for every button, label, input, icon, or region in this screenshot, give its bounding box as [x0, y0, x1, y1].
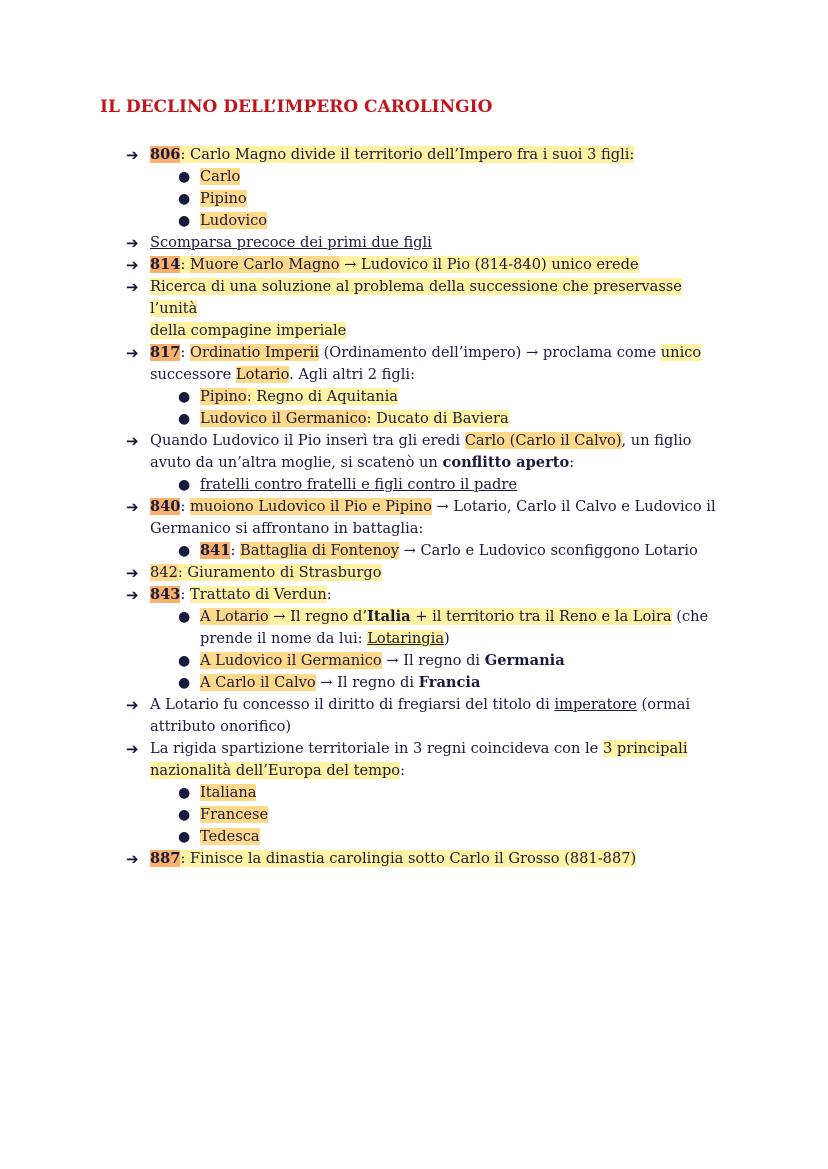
- item-text: . Agli altri 2 figli:: [289, 366, 416, 383]
- item-text: della compagine imperiale: [150, 322, 347, 339]
- list-item: [126, 562, 726, 584]
- dot-icon: ●: [178, 213, 191, 229]
- list-item: [126, 606, 726, 650]
- list-item: [126, 496, 726, 540]
- item-text: Trattato di Verdun: [190, 586, 327, 603]
- arrow-right-icon: ➔: [126, 850, 139, 868]
- list-item: [126, 342, 726, 386]
- dot-icon: ●: [178, 477, 191, 493]
- item-text: Francese: [200, 806, 269, 823]
- year: 843: [150, 586, 181, 603]
- list-item: [126, 672, 726, 694]
- dot-icon: ●: [178, 807, 191, 823]
- separator: :: [177, 564, 188, 581]
- list-item: [126, 848, 726, 870]
- dot-icon: ●: [178, 609, 191, 625]
- item-text: : Ducato di Baviera: [366, 410, 509, 427]
- list-item: [126, 386, 726, 408]
- arrow-right-icon: ➔: [126, 278, 139, 296]
- list-item: [126, 650, 726, 672]
- item-text: Carlo: [200, 168, 241, 185]
- list-item: [126, 276, 726, 342]
- item-text: : Regno di Aquitania: [246, 388, 398, 405]
- item-text: → Lotario, Carlo il Calvo e Ludovico il: [431, 498, 716, 515]
- dot-icon: ●: [178, 169, 191, 185]
- item-text: fratelli contro fratelli e figli contro il padre: [200, 476, 517, 493]
- list-item: [126, 826, 726, 848]
- item-text: :: [326, 586, 332, 603]
- list-item: [126, 254, 726, 276]
- list-item: [126, 430, 726, 474]
- year: 842: [150, 564, 178, 581]
- item-text: → Il regno d’: [268, 608, 367, 625]
- arrow-right-icon: ➔: [126, 146, 139, 164]
- item-text: nazionalità dell’Europa del tempo: [150, 762, 401, 779]
- item-text: (che: [671, 608, 709, 625]
- arrow-right-icon: ➔: [126, 564, 139, 582]
- item-text: : Carlo Magno divide il territorio dell’Impero fra i suoi 3 figli:: [180, 146, 635, 163]
- year: 817: [150, 344, 181, 361]
- arrow-right-icon: ➔: [126, 498, 139, 516]
- item-text: → Ludovico il Pio (814-840) unico erede: [339, 256, 639, 273]
- item-text: muoiono Ludovico il Pio e Pipino: [190, 498, 432, 515]
- arrow-right-icon: ➔: [126, 586, 139, 604]
- item-text: Italiana: [200, 784, 257, 801]
- dot-icon: ●: [178, 191, 191, 207]
- dot-icon: ●: [178, 389, 191, 405]
- item-text: Ludovico: [200, 212, 268, 229]
- item-text: , un figlio: [621, 432, 692, 449]
- list-item: [126, 144, 726, 166]
- separator: :: [180, 498, 191, 515]
- item-text: Lotaringia: [367, 630, 445, 647]
- arrow-right-icon: ➔: [126, 234, 139, 252]
- arrow-right-icon: ➔: [126, 344, 139, 362]
- item-text: Francia: [418, 674, 481, 691]
- item-text: → Il regno di: [315, 674, 419, 691]
- list-item: [126, 782, 726, 804]
- list-item: [126, 584, 726, 606]
- item-text: :: [569, 454, 575, 471]
- list-item: [126, 232, 726, 254]
- outline: [126, 144, 726, 870]
- item-text: successore: [150, 366, 236, 383]
- item-text: (Ordinamento dell’impero) → proclama come: [318, 344, 661, 361]
- separator: :: [180, 256, 191, 273]
- item-text: Pipino: [200, 190, 247, 207]
- item-text: + il territorio tra il Reno e la Loira: [410, 608, 672, 625]
- list-item: [126, 474, 726, 496]
- item-text: A Lotario: [200, 608, 269, 625]
- separator: :: [180, 850, 191, 867]
- item-text: A Carlo il Calvo: [200, 674, 316, 691]
- dot-icon: ●: [178, 785, 191, 801]
- item-text: La rigida spartizione territoriale in 3 regni coincideva con le: [150, 740, 603, 757]
- year: 841: [200, 542, 231, 559]
- year: 840: [150, 498, 181, 515]
- list-item: [126, 166, 726, 188]
- item-text: Quando Ludovico il Pio inserì tra gli eredi: [150, 432, 465, 449]
- list-item: [126, 540, 726, 562]
- list-item: [126, 188, 726, 210]
- year: 806: [150, 146, 181, 163]
- item-text: A Ludovico il Germanico: [200, 652, 382, 669]
- item-text: Germania: [484, 652, 565, 669]
- page-title: IL DECLINO DELL’IMPERO CAROLINGIO: [100, 97, 493, 117]
- list-item: [126, 738, 726, 782]
- dot-icon: ●: [178, 411, 191, 427]
- arrow-right-icon: ➔: [126, 696, 139, 714]
- dot-icon: ●: [178, 829, 191, 845]
- item-text: → Il regno di: [381, 652, 485, 669]
- item-text: Italia: [367, 608, 411, 625]
- separator: :: [180, 344, 191, 361]
- arrow-right-icon: ➔: [126, 740, 139, 758]
- dot-icon: ●: [178, 653, 191, 669]
- item-text: Pipino: [200, 388, 247, 405]
- item-text: Tedesca: [200, 828, 260, 845]
- item-text: Ludovico il Germanico: [200, 410, 367, 427]
- dot-icon: ●: [178, 675, 191, 691]
- list-item: [126, 408, 726, 430]
- item-text: :: [400, 762, 406, 779]
- separator: :: [230, 542, 241, 559]
- item-text: attributo onorifico): [150, 718, 292, 735]
- item-text: Lotario: [235, 366, 290, 383]
- year: 814: [150, 256, 181, 273]
- item-text: Battaglia di Fontenoy: [240, 542, 399, 559]
- item-text: unico: [660, 344, 702, 361]
- item-text: Scomparsa precoce dei primi due figli: [150, 234, 432, 251]
- list-item: [126, 694, 726, 738]
- list-item: [126, 210, 726, 232]
- item-text: Giuramento di Strasburgo: [187, 564, 382, 581]
- item-text: avuto da un’altra moglie, si scatenò un: [150, 454, 443, 471]
- arrow-right-icon: ➔: [126, 256, 139, 274]
- item-text: Carlo (Carlo il Calvo): [464, 432, 622, 449]
- dot-icon: ●: [178, 543, 191, 559]
- item-text: Muore Carlo Magno: [190, 256, 340, 273]
- item-text: 3 principali: [602, 740, 688, 757]
- arrow-right-icon: ➔: [126, 432, 139, 450]
- list-item: [126, 804, 726, 826]
- item-text: Ricerca di una soluzione al problema della successione che preservasse l’unità: [150, 278, 682, 317]
- item-text: prende il nome da lui:: [200, 630, 368, 647]
- item-text: Ordinatio Imperii: [190, 344, 319, 361]
- item-text: Finisce la dinastia carolingia sotto Carlo il Grosso (881-887): [190, 850, 637, 867]
- item-text: imperatore: [554, 696, 637, 713]
- separator: :: [180, 586, 191, 603]
- item-text: A Lotario fu concesso il diritto di fregiarsi del titolo di: [150, 696, 555, 713]
- item-text: → Carlo e Ludovico sconfiggono Lotario: [399, 542, 698, 559]
- year: 887: [150, 850, 181, 867]
- item-text: conflitto aperto: [442, 454, 570, 471]
- item-text: (ormai: [636, 696, 691, 713]
- item-text: ): [444, 630, 450, 647]
- item-text: Germanico si affrontano in battaglia:: [150, 520, 424, 537]
